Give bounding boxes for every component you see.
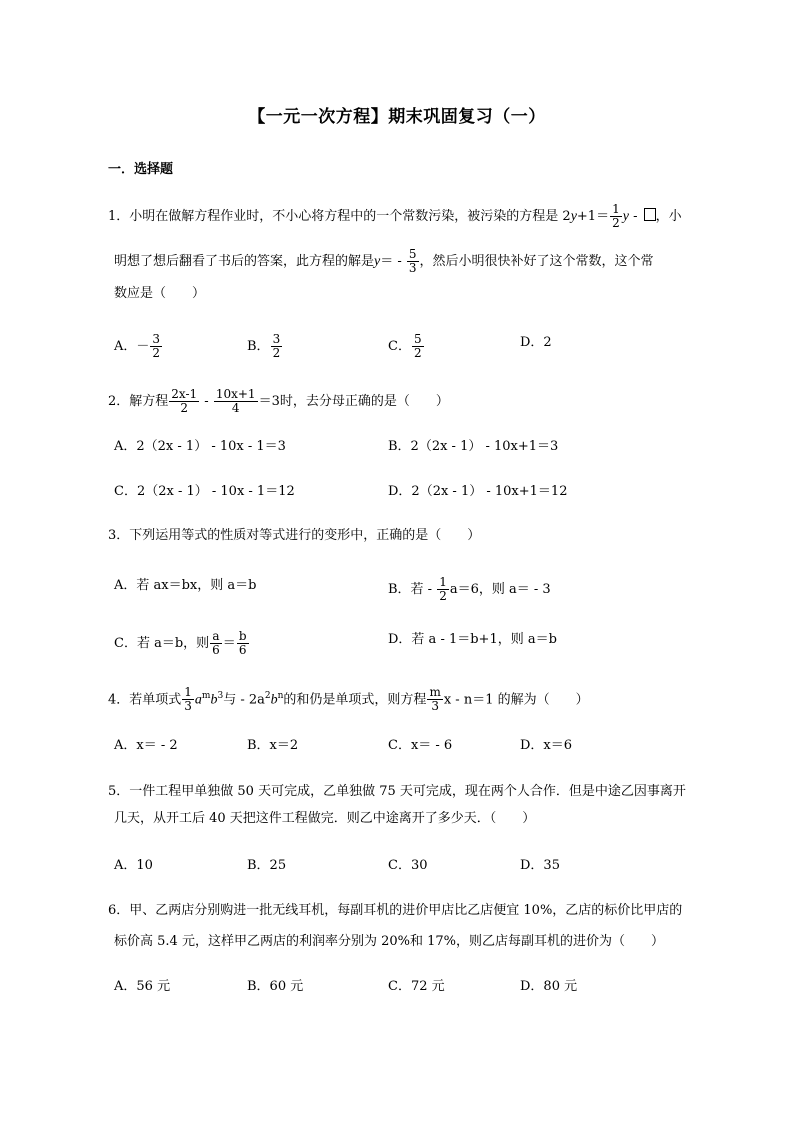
q6-option-b: B．60 元	[247, 979, 304, 994]
q3-option-a: A．若 ax＝bx，则 a＝b	[114, 578, 257, 593]
blot-box-icon	[644, 208, 656, 221]
question-5-line-2: 几天，从开工后 40 天把这件工程做完．则乙中途离开了多少天．（ ）	[114, 811, 536, 826]
q2-option-b: B．2（2x - 1） - 10x+1＝3	[388, 439, 559, 454]
q3-option-b: B．若 - $\frac{1}{2}$ a＝6，则 a＝ - 3	[388, 575, 551, 603]
q2-option-c: C．2（2x - 1） - 10x - 1＝12	[114, 484, 295, 499]
q6-option-d: D．80 元	[520, 979, 578, 994]
q1-option-b: B． $\frac{3}{2}$	[247, 332, 281, 360]
question-6-line-1: 6．甲、乙两店分别购进一批无线耳机，每副耳机的进价甲店比乙店便宜 10%，乙店的标价比甲店的	[108, 903, 683, 918]
q2-option-d: D．2（2x - 1） - 10x+1＝12	[388, 484, 568, 499]
q4-option-d: D．x＝6	[520, 738, 573, 753]
q4-option-b: B．x＝2	[247, 738, 299, 753]
question-6-line-2: 标价高 5.4 元，这样甲乙两店的利润率分别为 20%和 17%，则乙店每副耳机的进价为（ ）	[114, 934, 664, 949]
section-heading: 一．选择题	[108, 162, 174, 177]
q4-option-c: C．x＝ - 6	[388, 738, 453, 753]
q6-option-c: C．72 元	[388, 979, 445, 994]
q3-option-d: D．若 a - 1＝b+1，则 a＝b	[388, 632, 557, 647]
q2-option-a: A．2（2x - 1） - 10x - 1＝3	[114, 439, 286, 454]
question-1-line-2: 明想了想后翻看了书后的答案，此方程的解是y＝ - $\frac{5}{3}$ ，然后小明很快补好了这个常数，这个常	[114, 247, 654, 275]
q5-option-a: A．10	[114, 858, 153, 873]
fraction-solution: $\frac{5}{3}$	[408, 247, 417, 275]
question-3-stem: 3．下列运用等式的性质对等式进行的变形中，正确的是（ ）	[108, 528, 481, 543]
question-1-line-3: 数应是（ ）	[114, 286, 206, 301]
q3-option-c: C．若 a＝b，则 $\frac{a}{6}$ ＝ $\frac{b}{6}$	[114, 629, 247, 657]
q5-option-d: D．35	[520, 858, 560, 873]
question-2-stem: 2．解方程 $\frac{2x-1}{2}$ - $\frac{10x+1}{4}$ ＝3时，去分母正确的是（ ）	[108, 387, 449, 415]
q1-option-d: D．2	[520, 335, 552, 350]
question-1-line-1: 1．小明在做解方程作业时，不小心将方程中的一个常数污染，被污染的方程是 2y+1＝ $\frac{1}{2}$ y - ，小	[108, 202, 682, 230]
page-title: 【一元一次方程】期末巩固复习（一）	[248, 107, 546, 127]
q6-option-a: A．56 元	[114, 979, 171, 994]
q1-option-c: C． $\frac{5}{2}$	[388, 332, 422, 360]
q4-option-a: A．x＝ - 2	[114, 738, 178, 753]
q5-option-b: B．25	[247, 858, 287, 873]
fraction-one-half: $\frac{1}{2}$	[612, 202, 620, 230]
q5-option-c: C．30	[388, 858, 428, 873]
question-5-line-1: 5．一件工程甲单独做 50 天可完成，乙单独做 75 天可完成，现在两个人合作．但是中途乙因事离开	[108, 784, 686, 799]
q1-option-a: A．－ $\frac{3}{2}$	[114, 332, 161, 360]
question-4-stem: 4．若单项式 $\frac{1}{3}$ $a^mb^3$与 - $2a^2b^n$的和仍是单项式，则方程 $\frac{m}{3}$ x - n＝1 的解为（ ）	[108, 685, 589, 714]
